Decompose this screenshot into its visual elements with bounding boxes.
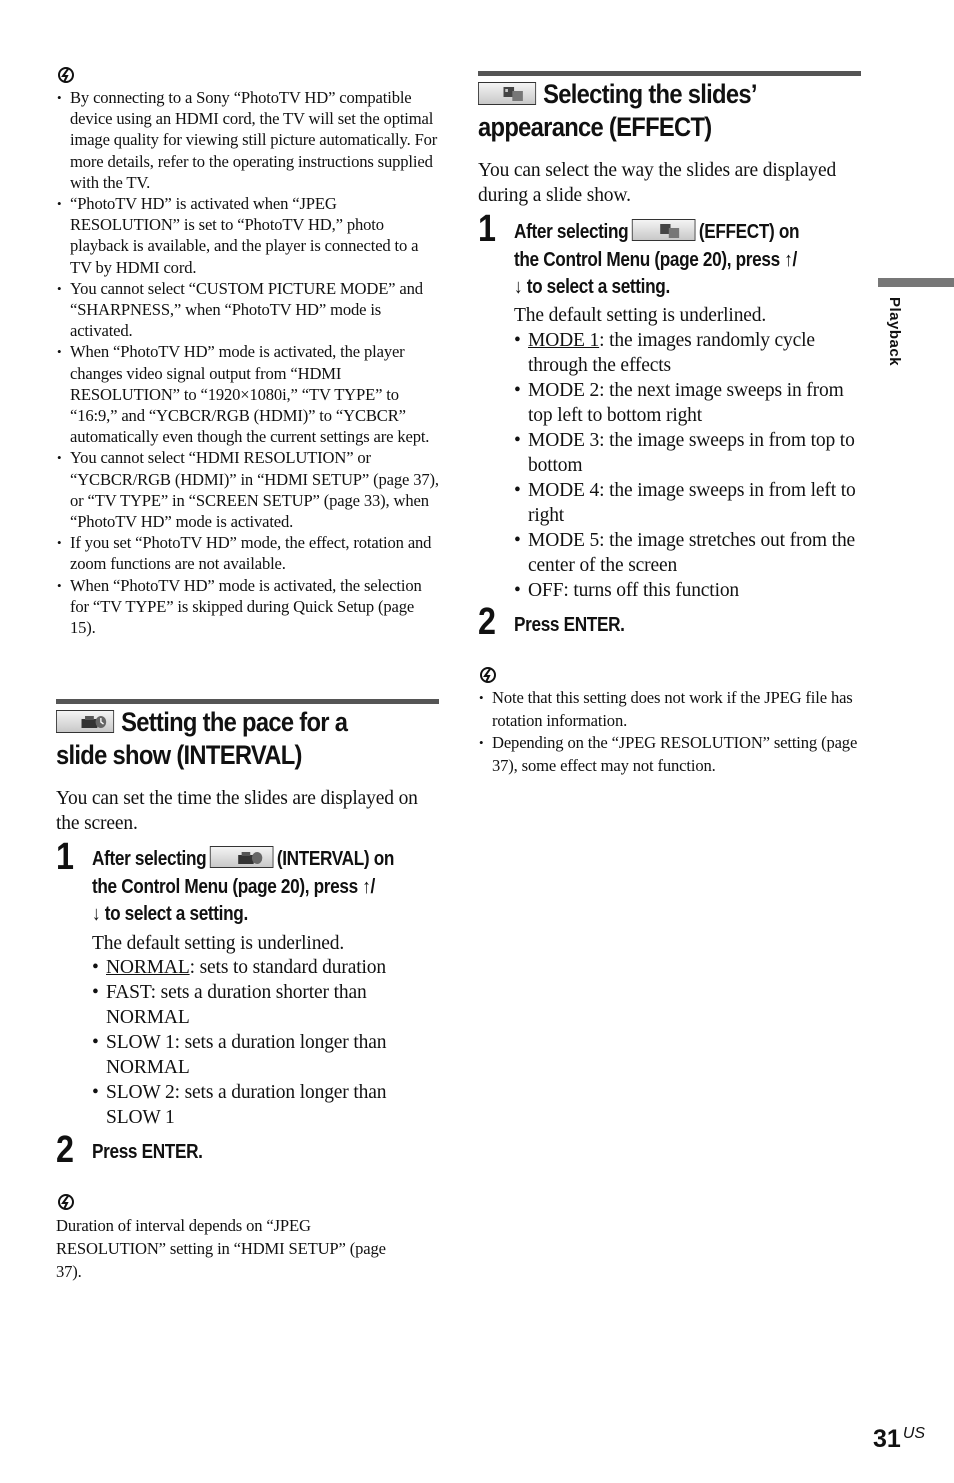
step-number: 2 <box>478 601 496 643</box>
interval-tip: Duration of interval depends on “JPEG RESOLUTION” setting in “HDMI SETUP” (page 37). <box>56 1216 386 1281</box>
photo-tv-notes <box>56 87 440 638</box>
note-item: • Depending on the “JPEG RESOLUTION” setting (page 37), some effect may not function. <box>478 732 862 777</box>
interval-step2-heading: Press ENTER. <box>92 1141 203 1163</box>
page-number-value: 31 <box>873 1425 901 1453</box>
step-number: 2 <box>56 1129 74 1171</box>
note-item: • You cannot select “HDMI RESOLUTION” or “YCBCR/RGB (HDMI)” in “HDMI SETUP” (page 37), or “TV TYPE” in “SCREEN SETUP” (page 33), when “PhotoTV HD” mode is activated. <box>56 447 440 532</box>
note-item: • By connecting to a Sony “PhotoTV HD” compatible device using an HDMI cord, the TV will set the optimal image quality for viewing still picture automatically. For more details, refer to the operating instructions supplied with the TV. <box>56 87 440 193</box>
title-line: appearance (EFFECT) <box>478 112 712 142</box>
interval-step1-heading <box>92 846 394 929</box>
interval-intro: You can set the time the slides are displayed on the screen. <box>56 788 418 834</box>
note-item: • When “PhotoTV HD” mode is activated, the player changes video signal output from “HDMI RESOLUTION” to “1920×1080i,” “TV TYPE” to “16:9,” and “YCBCR/RGB (HDMI)” to “YCBCR” automatically even though the current settings are kept. <box>56 341 440 447</box>
effect-step1-heading <box>514 219 799 302</box>
effect-icon <box>632 219 696 241</box>
option-item: • MODE 1: the images randomly cycle through the effects <box>514 328 859 378</box>
page-number <box>873 1425 925 1454</box>
section-tab-marker <box>878 278 954 287</box>
note-icon <box>58 66 74 84</box>
section-tab-label: Playback <box>886 297 903 367</box>
option-item: • MODE 2: the next image sweeps in from top left to bottom right <box>514 378 859 428</box>
title-line: Setting the pace for a <box>121 707 348 737</box>
effect-intro: You can select the way the slides are displayed during a slide show. <box>478 160 837 206</box>
note-item: • If you set “PhotoTV HD” mode, the effect, rotation and zoom functions are not available. <box>56 532 440 574</box>
option-item: • MODE 5: the image stretches out from the center of the screen <box>514 528 859 578</box>
interval-icon <box>56 710 114 733</box>
effect-step2-heading: Press ENTER. <box>514 614 625 636</box>
option-item: • SLOW 2: sets a duration longer than SLOW 1 <box>92 1080 432 1130</box>
note-item: • “PhotoTV HD” is activated when “JPEG RESOLUTION” is set to “PhotoTV HD,” photo playback is available, and the player is connected to a TV by HDMI cord. <box>56 193 440 278</box>
interval-icon <box>210 846 274 868</box>
effect-options <box>514 328 859 603</box>
effect-notes <box>478 687 862 777</box>
option-item: • SLOW 1: sets a duration longer than NORMAL <box>92 1030 432 1080</box>
title-line: Selecting the slides’ <box>543 79 757 109</box>
tip-icon <box>480 666 496 684</box>
note-item: • When “PhotoTV HD” mode is activated, the selection for “TV TYPE” is skipped during Quick Setup (page 15). <box>56 575 440 639</box>
tip-icon <box>58 1193 74 1211</box>
default-note: The default setting is underlined. <box>514 305 767 326</box>
step-text: the Control Menu (page 20), press ↑/ <box>514 248 797 271</box>
section-divider <box>478 71 861 76</box>
effect-section-title <box>478 78 757 144</box>
option-item: • OFF: turns off this function <box>514 578 859 603</box>
step-number: 1 <box>56 836 74 878</box>
option-item: • FAST: sets a duration shorter than NORMAL <box>92 980 432 1030</box>
step-text: After selecting <box>514 221 629 243</box>
section-divider <box>56 699 439 704</box>
step-text: After selecting <box>92 848 207 870</box>
interval-options <box>92 955 432 1130</box>
effect-icon <box>478 82 536 105</box>
option-item: • NORMAL: sets to standard duration <box>92 955 432 980</box>
step-text: ↓ to select a setting. <box>514 276 670 298</box>
option-item: • MODE 4: the image sweeps in from left to right <box>514 478 859 528</box>
step-text: ↓ to select a setting. <box>92 903 248 925</box>
page-number-suffix: US <box>902 1425 926 1442</box>
option-item: • MODE 3: the image sweeps in from top to bottom <box>514 428 859 478</box>
step-text: the Control Menu (page 20), press ↑/ <box>92 875 375 898</box>
interval-section-title <box>56 706 347 772</box>
step-text: (EFFECT) on <box>698 221 800 243</box>
default-note: The default setting is underlined. <box>92 933 345 954</box>
title-line: slide show (INTERVAL) <box>56 740 302 770</box>
step-text: (INTERVAL) on <box>276 848 395 870</box>
note-item: • Note that this setting does not work if the JPEG file has rotation information. <box>478 687 862 732</box>
note-item: • You cannot select “CUSTOM PICTURE MODE” and “SHARPNESS,” when “PhotoTV HD” mode is activated. <box>56 278 440 342</box>
step-number: 1 <box>478 208 496 250</box>
